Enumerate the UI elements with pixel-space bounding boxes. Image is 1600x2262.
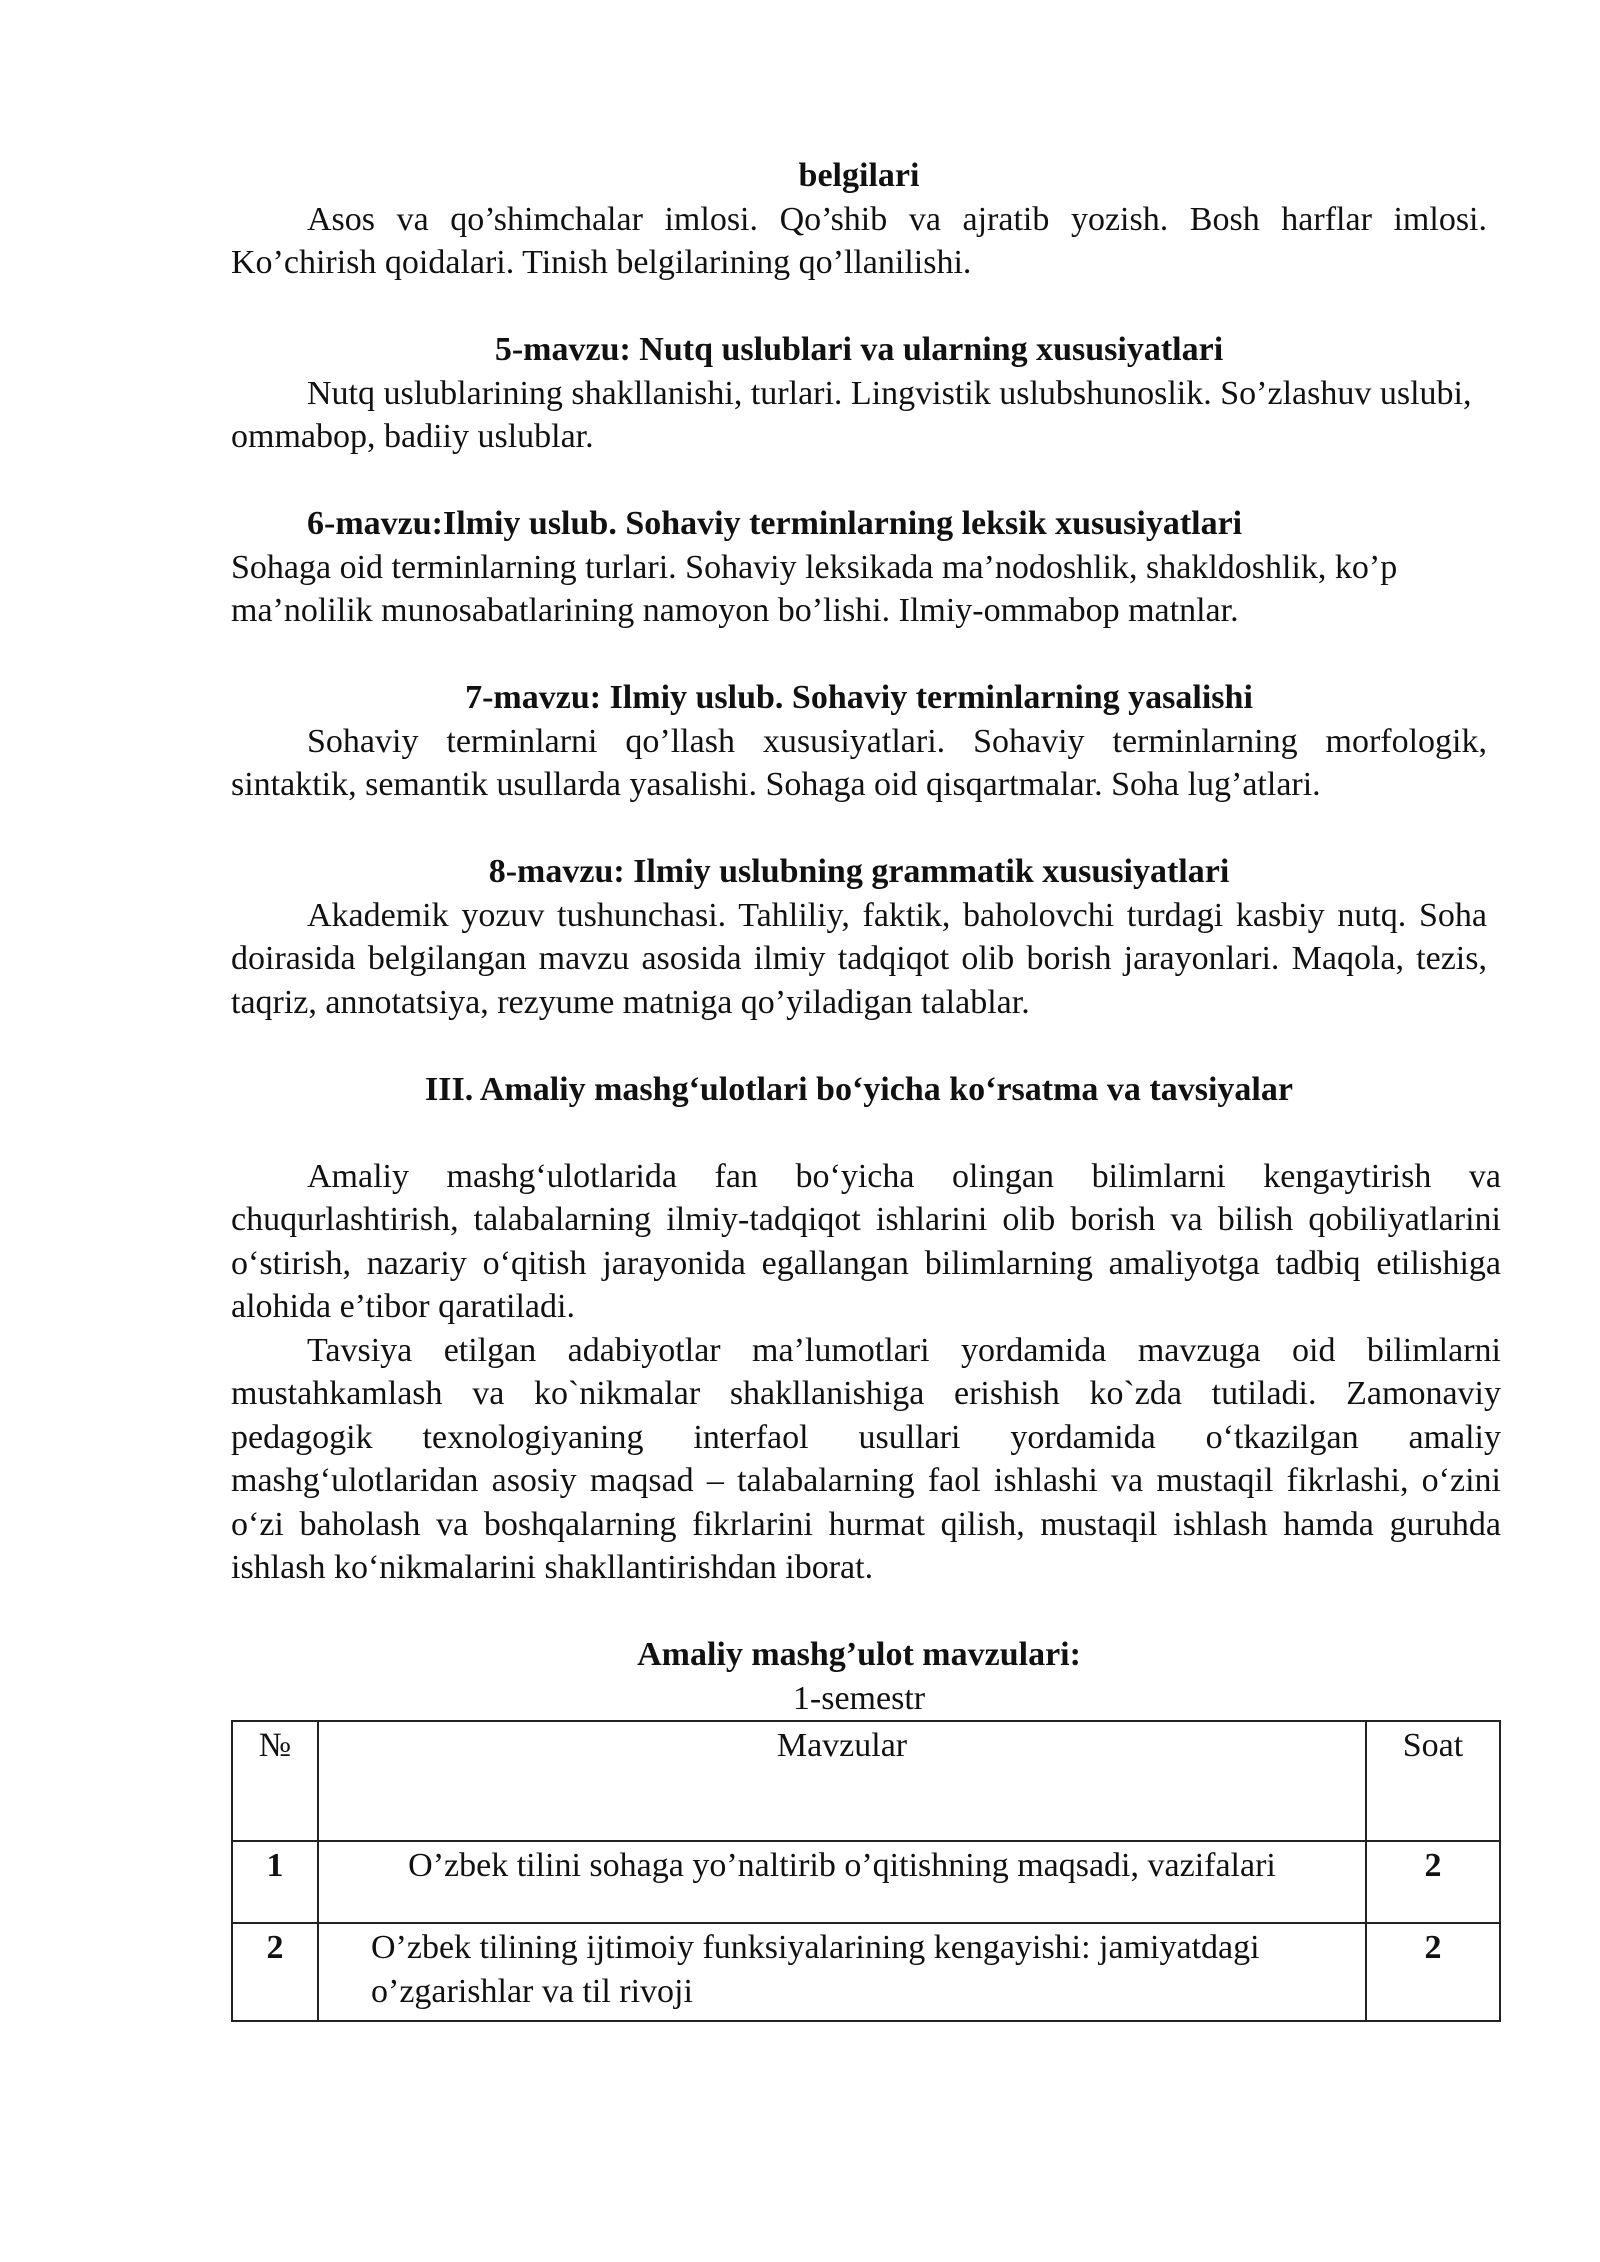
- section-body-6: Sohaga oid terminlarning turlari. Sohaviy leksikada ma’nodoshlik, shakldoshlik, ko’p ma’nolilik munosabatlarining namoyon bo’lishi. Ilmiy-ommabop matnlar.: [231, 548, 1398, 629]
- section-heading-6: 6-mavzu:Ilmiy uslub. Sohaviy terminlarning leksik xususiyatlari: [307, 505, 1243, 542]
- section-heading-8: 8-mavzu: Ilmiy uslubning grammatik xususiyatlari: [488, 853, 1230, 890]
- section-heading-3: III. Amaliy mashg‘ulotlari bo‘yicha ko‘rsatma va tavsiyalar: [425, 1070, 1293, 1108]
- header-hours: Soat: [1366, 1721, 1500, 1841]
- section-3-paragraph-2: Tavsiya etilgan adabiyotlar ma’lumotlari yordamida mavzuga oid bilimlarni mustahkamlash va ko`nikmalar shakllanishiga erishish ko`zda tutiladi. Zamonaviy pedagogik texnologiyaning interfaol usullari yordamida o‘tkazilgan amaliy mashg‘ulotlaridan asosiy maqsad – talabalarning faol ishlashi va mustaqil fikrlashi, o‘zini o‘zi baholash va boshqalarning fikrlarini hurmat qilish, mustaqil ishlash hamda guruhda ishlash ko‘nikmalarini shakllantirishdan iborat.: [231, 1331, 1501, 1586]
- section-body-8: Akademik yozuv tushunchasi. Tahliliy, faktik, baholovchi turdagi kasbiy nutq. Soha doirasida belgilangan mavzu asosida ilmiy tadqiqot olib borish jarayonlari. Maqola, tezis, taqriz, annotatsiya, rezyume matniga qo’yiladigan talablar.: [231, 896, 1487, 1021]
- table-header-row: [232, 1721, 1500, 1841]
- topics-table: [231, 1720, 1501, 2022]
- header-num: №: [232, 1721, 318, 1841]
- table-row: [232, 1923, 1500, 2021]
- spacer: [231, 1111, 1487, 1155]
- section-3-paragraph-1: Amaliy mashg‘ulotlarida fan bo‘yicha olingan bilimlarni kengaytirish va chuqurlashtirish, talabalarning ilmiy-tadqiqot ishlarini olib borish va bilish qobiliyatlarini o‘stirish, nazariy o‘qitish jarayonida egallangan bilimlarning amaliyotga tadbiq etilishiga alohida e’tibor qaratiladi.: [231, 1157, 1501, 1325]
- section-body-5: Nutq uslublarining shakllanishi, turlari. Lingvistik uslubshunoslik. So’zlashuv uslubi, ommabop, badiiy uslublar.: [231, 374, 1472, 455]
- section-heading-5: 5-mavzu: Nutq uslublari va ularning xususiyatlari: [494, 331, 1224, 368]
- header-topic: Mavzular: [318, 1721, 1366, 1841]
- spacer: [231, 285, 1487, 329]
- spacer: [231, 633, 1487, 677]
- row-topic: O’zbek tilining ijtimoiy funksiyalarining kengayishi: jamiyatdagi o’zgarishlar va til rivoji: [318, 1923, 1366, 2021]
- spacer: [231, 807, 1487, 851]
- section-body-orthography: Asos va qo’shimchalar imlosi. Qo’shib va ajratib yozish. Bosh harflar imlosi. Ko’chirish qoidalari. Tinish belgilarining qo’llanilishi.: [231, 200, 1487, 281]
- table-semester: 1-semestr: [792, 1679, 926, 1717]
- table-title: Amaliy mashg’ulot mavzulari:: [637, 1636, 1081, 1673]
- row-num: 2: [232, 1923, 318, 2021]
- page-content: [231, 154, 1501, 2022]
- section-heading-7: 7-mavzu: Ilmiy uslub. Sohaviy terminlarning yasalishi: [465, 679, 1253, 716]
- table-row: [232, 1841, 1500, 1923]
- section-body-7: Sohaviy terminlarni qo’llash xususiyatlari. Sohaviy terminlarning morfologik, sintaktik, semantik usullarda yasalishi. Sohaga oid qisqartmalar. Soha lug’atlari.: [231, 722, 1487, 803]
- row-num: 1: [232, 1841, 318, 1923]
- row-topic: O’zbek tilini sohaga yo’naltirib o’qitishning maqsadi, vazifalari: [318, 1841, 1366, 1923]
- spacer: [231, 1590, 1487, 1634]
- section-heading-continued: belgilari: [798, 157, 920, 194]
- row-hours: 2: [1366, 1923, 1500, 2021]
- spacer: [231, 459, 1487, 503]
- row-hours: 2: [1366, 1841, 1500, 1923]
- spacer: [231, 1024, 1487, 1068]
